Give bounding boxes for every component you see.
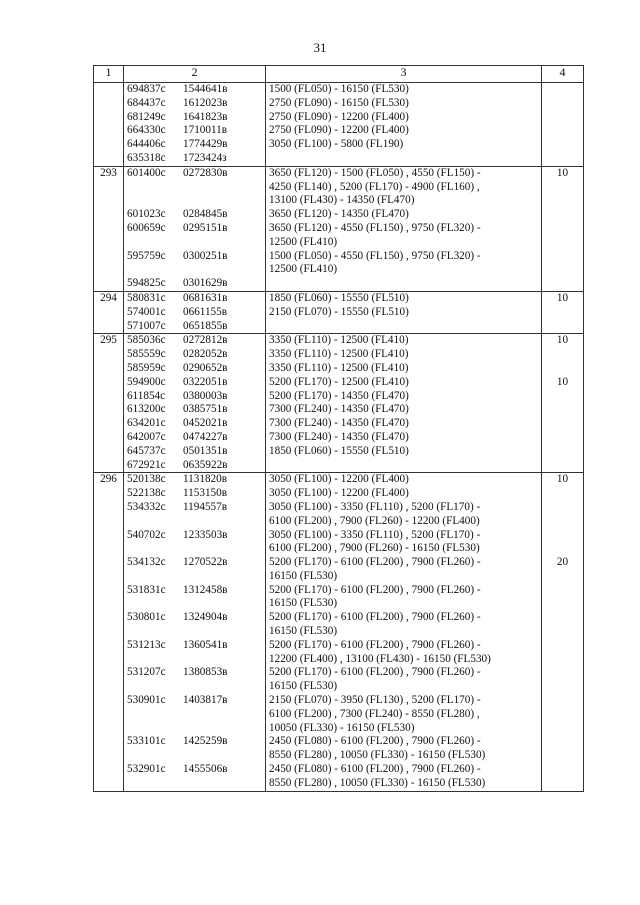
latitude: 574001с [127, 305, 166, 318]
level-line: 1500 (FL050) - 4550 (FL150) , 9750 (FL320) - [269, 249, 481, 262]
level-line: 2150 (FL070) - 3950 (FL130) , 5200 (FL170) - [269, 694, 481, 707]
value-entry [545, 390, 580, 404]
coordinate-pair [127, 83, 262, 97]
latitude: 530901с [127, 694, 166, 707]
level-entry [269, 124, 538, 138]
latitude: 594825с [127, 277, 166, 290]
table-row [94, 473, 584, 791]
level-entry [269, 111, 538, 125]
value-entry [545, 97, 580, 111]
levels-cell [266, 334, 542, 473]
coordinate-pair [127, 250, 262, 278]
longitude: 1710011в [183, 124, 228, 137]
value-entry [545, 403, 580, 417]
latitude: 634201с [127, 417, 166, 430]
level-line: 10050 (FL330) - 16150 (FL530) [269, 721, 415, 734]
level-entry [269, 417, 538, 431]
longitude: 1425259в [183, 735, 228, 748]
coordinate-pair [127, 417, 262, 431]
latitude: 530801с [127, 611, 166, 624]
level-entry [269, 473, 538, 487]
coordinate-pair [127, 473, 262, 487]
latitude: 534332с [127, 500, 166, 513]
latitude: 681249с [127, 110, 166, 123]
level-entry [269, 376, 538, 390]
coordinate-pair [127, 320, 262, 334]
coordinate-pair [127, 167, 262, 208]
level-line: 16150 (FL530) [269, 597, 338, 610]
coordinate-pair [127, 152, 262, 166]
level-line: 3350 (FL110) - 12500 (FL410) [269, 334, 409, 347]
longitude: 1774429в [183, 138, 228, 151]
level-entry [269, 529, 538, 557]
level-line: 3650 (FL120) - 4550 (FL150) , 9750 (FL320) - [269, 221, 481, 234]
level-line: 8550 (FL280) , 10050 (FL330) - 16150 (FL530) [269, 776, 486, 789]
level-entry [269, 167, 538, 208]
value-entry: 10 [556, 291, 569, 304]
longitude: 1403817в [183, 694, 228, 707]
coordinate-pair [127, 694, 262, 735]
level-entry [269, 277, 538, 291]
column-header: 4 [542, 66, 584, 83]
level-entry [269, 487, 538, 501]
level-line: 2150 (FL070) - 15550 (FL510) [269, 305, 409, 318]
value-entry: 10 [556, 166, 569, 179]
longitude: 0322051в [183, 375, 228, 388]
level-line: 3050 (FL100) - 12200 (FL400) [269, 487, 409, 500]
level-line: 2750 (FL090) - 12200 (FL400) [269, 124, 409, 137]
column-header: 3 [266, 66, 542, 83]
longitude: 0301629в [183, 277, 228, 290]
value-entry: 10 [556, 375, 569, 388]
value-entry [545, 138, 580, 152]
latitude: 531207с [127, 666, 166, 679]
table-row [94, 83, 584, 167]
longitude: 1455506в [183, 763, 228, 776]
latitude: 684437с [127, 96, 166, 109]
value-entry [545, 639, 580, 667]
coordinate-pair [127, 222, 262, 250]
longitude: 0651855в [183, 319, 228, 332]
value-entry [545, 584, 580, 612]
value-entry [545, 152, 580, 166]
latitude: 534132с [127, 556, 166, 569]
latitude: 611854с [127, 389, 166, 402]
coordinate-pair [127, 639, 262, 667]
latitude: 600659с [127, 221, 166, 234]
level-entry [269, 459, 538, 473]
levels-cell [266, 291, 542, 333]
latitude: 540702с [127, 528, 166, 541]
level-line: 3350 (FL110) - 12500 (FL410) [269, 361, 409, 374]
coordinate-pair [127, 348, 262, 362]
longitude: 0681631в [183, 291, 228, 304]
level-entry [269, 152, 538, 166]
value-entry [545, 417, 580, 431]
latitude: 642007с [127, 430, 166, 443]
level-entry [269, 390, 538, 404]
value-entry [545, 666, 580, 694]
coordinate-pair [127, 501, 262, 529]
latitude: 585036с [127, 334, 166, 347]
table-header-row [94, 66, 584, 83]
longitude: 1723424з [183, 151, 227, 164]
coordinate-pair [127, 763, 262, 791]
data-table [93, 65, 584, 792]
level-entry [269, 694, 538, 735]
coordinate-pair [127, 292, 262, 306]
coordinate-pair [127, 306, 262, 320]
longitude: 1233503в [183, 528, 228, 541]
latitude: 601023с [127, 208, 166, 221]
coordinate-pair [127, 584, 262, 612]
value-entry [545, 83, 580, 97]
levels-cell [266, 83, 542, 167]
latitude: 601400с [127, 166, 166, 179]
coordinates-cell [124, 291, 266, 333]
level-line: 1850 (FL060) - 15550 (FL510) [269, 291, 409, 304]
level-line: 1500 (FL050) - 16150 (FL530) [269, 83, 409, 95]
level-line: 6100 (FL200) , 7300 (FL240) - 8550 (FL280) , [269, 707, 480, 720]
group-number-cell: 293 [94, 166, 124, 291]
longitude: 0452021в [183, 417, 228, 430]
group-number-cell: 296 [94, 473, 124, 791]
level-entry [269, 292, 538, 306]
coordinate-pair [127, 459, 262, 473]
longitude: 1380853в [183, 666, 228, 679]
level-entry [269, 556, 538, 584]
level-entry [269, 763, 538, 791]
value-entry [545, 694, 580, 735]
level-entry [269, 431, 538, 445]
longitude: 1612023в [183, 96, 228, 109]
levels-cell [266, 473, 542, 791]
coordinate-pair [127, 362, 262, 376]
level-line: 16150 (FL530) [269, 625, 338, 638]
coordinate-pair [127, 376, 262, 390]
value-entry [545, 277, 580, 291]
longitude: 0474227в [183, 430, 228, 443]
longitude: 1544641в [183, 83, 228, 95]
level-line: 3050 (FL100) - 5800 (FL190) [269, 138, 404, 151]
longitude: 0661155в [183, 305, 228, 318]
value-cell [542, 166, 584, 291]
coordinate-pair [127, 431, 262, 445]
value-entry [545, 735, 580, 763]
level-line: 2750 (FL090) - 12200 (FL400) [269, 110, 409, 123]
level-entry [269, 584, 538, 612]
coordinate-pair [127, 487, 262, 501]
value-entry [545, 111, 580, 125]
level-line: 2450 (FL080) - 6100 (FL200) , 7900 (FL260) - [269, 763, 481, 776]
table-row [94, 291, 584, 333]
level-entry [269, 735, 538, 763]
value-cell [542, 473, 584, 791]
level-line: 3050 (FL100) - 3350 (FL110) , 5200 (FL170) - [269, 528, 481, 541]
level-line: 4250 (FL140) , 5200 (FL170) - 4900 (FL160) , [269, 180, 480, 193]
longitude: 1641823в [183, 110, 228, 123]
coordinates-cell [124, 83, 266, 167]
value-entry [545, 124, 580, 138]
level-line: 3650 (FL120) - 14350 (FL470) [269, 208, 409, 221]
latitude: 571007с [127, 319, 166, 332]
latitude: 645737с [127, 444, 166, 457]
value-entry: 10 [556, 473, 569, 486]
column-header: 1 [94, 66, 124, 83]
level-line: 5200 (FL170) - 6100 (FL200) , 7900 (FL260) - [269, 556, 481, 569]
longitude: 0284845в [183, 208, 228, 221]
level-entry [269, 208, 538, 222]
level-line: 12500 (FL410) [269, 235, 338, 248]
longitude: 0385751в [183, 403, 228, 416]
value-entry: 10 [556, 334, 569, 347]
level-line: 12500 (FL410) [269, 263, 338, 276]
latitude: 594900с [127, 375, 166, 388]
level-line: 7300 (FL240) - 14350 (FL470) [269, 403, 409, 416]
group-number-cell: 294 [94, 291, 124, 333]
value-entry [545, 320, 580, 334]
value-entry [545, 222, 580, 250]
latitude: 532901с [127, 763, 166, 776]
level-entry [269, 83, 538, 97]
level-entry [269, 639, 538, 667]
value-entry [545, 501, 580, 529]
level-entry [269, 445, 538, 459]
group-number-cell [94, 83, 124, 167]
value-entry [545, 362, 580, 376]
levels-cell [266, 166, 542, 291]
table-body [94, 83, 584, 792]
coordinate-pair [127, 111, 262, 125]
level-entry [269, 666, 538, 694]
latitude: 664330с [127, 124, 166, 137]
table-row [94, 166, 584, 291]
level-entry [269, 306, 538, 320]
level-line: 2750 (FL090) - 16150 (FL530) [269, 96, 409, 109]
latitude: 694837с [127, 83, 166, 95]
coordinate-pair [127, 445, 262, 459]
longitude: 1270522в [183, 556, 228, 569]
longitude: 0282052в [183, 348, 228, 361]
level-line: 16150 (FL530) [269, 569, 338, 582]
value-entry [545, 250, 580, 278]
value-entry [545, 348, 580, 362]
value-cell [542, 83, 584, 167]
latitude: 585959с [127, 361, 166, 374]
value-entry: 20 [556, 556, 569, 569]
level-entry [269, 501, 538, 529]
coordinates-cell [124, 166, 266, 291]
longitude: 1153150в [183, 487, 228, 500]
longitude: 0501351в [183, 444, 228, 457]
longitude: 1324904в [183, 611, 228, 624]
latitude: 520138с [127, 473, 166, 486]
level-line: 5200 (FL170) - 6100 (FL200) , 7900 (FL260) - [269, 666, 481, 679]
latitude: 595759с [127, 249, 166, 262]
latitude: 644406с [127, 138, 166, 151]
longitude: 0300251в [183, 249, 228, 262]
level-line: 13100 (FL430) - 14350 (FL470) [269, 194, 415, 207]
longitude: 0290652в [183, 361, 228, 374]
level-line: 6100 (FL200) , 7900 (FL260) - 12200 (FL400) [269, 514, 480, 527]
level-entry [269, 97, 538, 111]
level-line: 2450 (FL080) - 6100 (FL200) , 7900 (FL260) - [269, 735, 481, 748]
latitude: 531213с [127, 638, 166, 651]
column-header: 2 [124, 66, 266, 83]
longitude: 1194557в [183, 500, 228, 513]
level-line: 3650 (FL120) - 1500 (FL050) , 4550 (FL150) - [269, 166, 481, 179]
value-cell [542, 334, 584, 473]
longitude: 0272812в [183, 334, 228, 347]
level-entry [269, 403, 538, 417]
level-line: 7300 (FL240) - 14350 (FL470) [269, 430, 409, 443]
latitude: 531831с [127, 583, 166, 596]
level-entry [269, 611, 538, 639]
longitude: 0635922в [183, 458, 228, 471]
table-row [94, 334, 584, 473]
longitude: 1360541в [183, 638, 228, 651]
level-line: 5200 (FL170) - 12500 (FL410) [269, 375, 409, 388]
level-entry [269, 222, 538, 250]
coordinate-pair [127, 403, 262, 417]
latitude: 613200с [127, 403, 166, 416]
longitude: 0272830в [183, 166, 228, 179]
value-entry [545, 431, 580, 445]
value-entry [545, 529, 580, 557]
latitude: 635318с [127, 151, 166, 164]
level-entry [269, 362, 538, 376]
latitude: 672921с [127, 458, 166, 471]
latitude: 585559с [127, 348, 166, 361]
level-line: 6100 (FL200) , 7900 (FL260) - 16150 (FL530) [269, 542, 480, 555]
value-entry [545, 763, 580, 791]
coordinate-pair [127, 666, 262, 694]
coordinate-pair [127, 735, 262, 763]
coordinate-pair [127, 611, 262, 639]
latitude: 580831с [127, 291, 166, 304]
group-number-cell: 295 [94, 334, 124, 473]
coordinate-pair [127, 390, 262, 404]
latitude: 533101с [127, 735, 166, 748]
latitude: 522138с [127, 487, 166, 500]
coordinate-pair [127, 208, 262, 222]
level-line: 5200 (FL170) - 6100 (FL200) , 7900 (FL260) - [269, 611, 481, 624]
longitude: 0380003в [183, 389, 228, 402]
coordinate-pair [127, 124, 262, 138]
coordinate-pair [127, 334, 262, 348]
coordinate-pair [127, 556, 262, 584]
page-number: 31 [313, 40, 327, 55]
longitude: 1131820в [183, 473, 228, 486]
coordinates-cell [124, 334, 266, 473]
value-entry [545, 445, 580, 459]
level-entry [269, 334, 538, 348]
value-entry [545, 487, 580, 501]
level-line: 16150 (FL530) [269, 680, 338, 693]
longitude: 1312458в [183, 583, 228, 596]
level-line: 3350 (FL110) - 12500 (FL410) [269, 348, 409, 361]
level-line: 3050 (FL100) - 12200 (FL400) [269, 473, 409, 486]
level-line: 12200 (FL400) , 13100 (FL430) - 16150 (FL530) [269, 652, 491, 665]
coordinate-pair [127, 529, 262, 557]
level-line: 5200 (FL170) - 6100 (FL200) , 7900 (FL260) - [269, 583, 481, 596]
level-line: 5200 (FL170) - 6100 (FL200) , 7900 (FL260) - [269, 638, 481, 651]
value-entry [545, 459, 580, 473]
coordinate-pair [127, 138, 262, 152]
level-line: 8550 (FL280) , 10050 (FL330) - 16150 (FL530) [269, 749, 486, 762]
level-entry [269, 250, 538, 278]
level-line: 3050 (FL100) - 3350 (FL110) , 5200 (FL170) - [269, 500, 481, 513]
level-line: 5200 (FL170) - 14350 (FL470) [269, 389, 409, 402]
value-entry [545, 208, 580, 222]
coordinate-pair [127, 277, 262, 291]
coordinate-pair [127, 97, 262, 111]
value-entry [545, 611, 580, 639]
level-line: 7300 (FL240) - 14350 (FL470) [269, 417, 409, 430]
level-line: 1850 (FL060) - 15550 (FL510) [269, 444, 409, 457]
value-entry [545, 306, 580, 320]
level-entry [269, 320, 538, 334]
level-entry [269, 138, 538, 152]
coordinates-cell [124, 473, 266, 791]
value-cell [542, 291, 584, 333]
level-entry [269, 348, 538, 362]
longitude: 0295151в [183, 221, 228, 234]
